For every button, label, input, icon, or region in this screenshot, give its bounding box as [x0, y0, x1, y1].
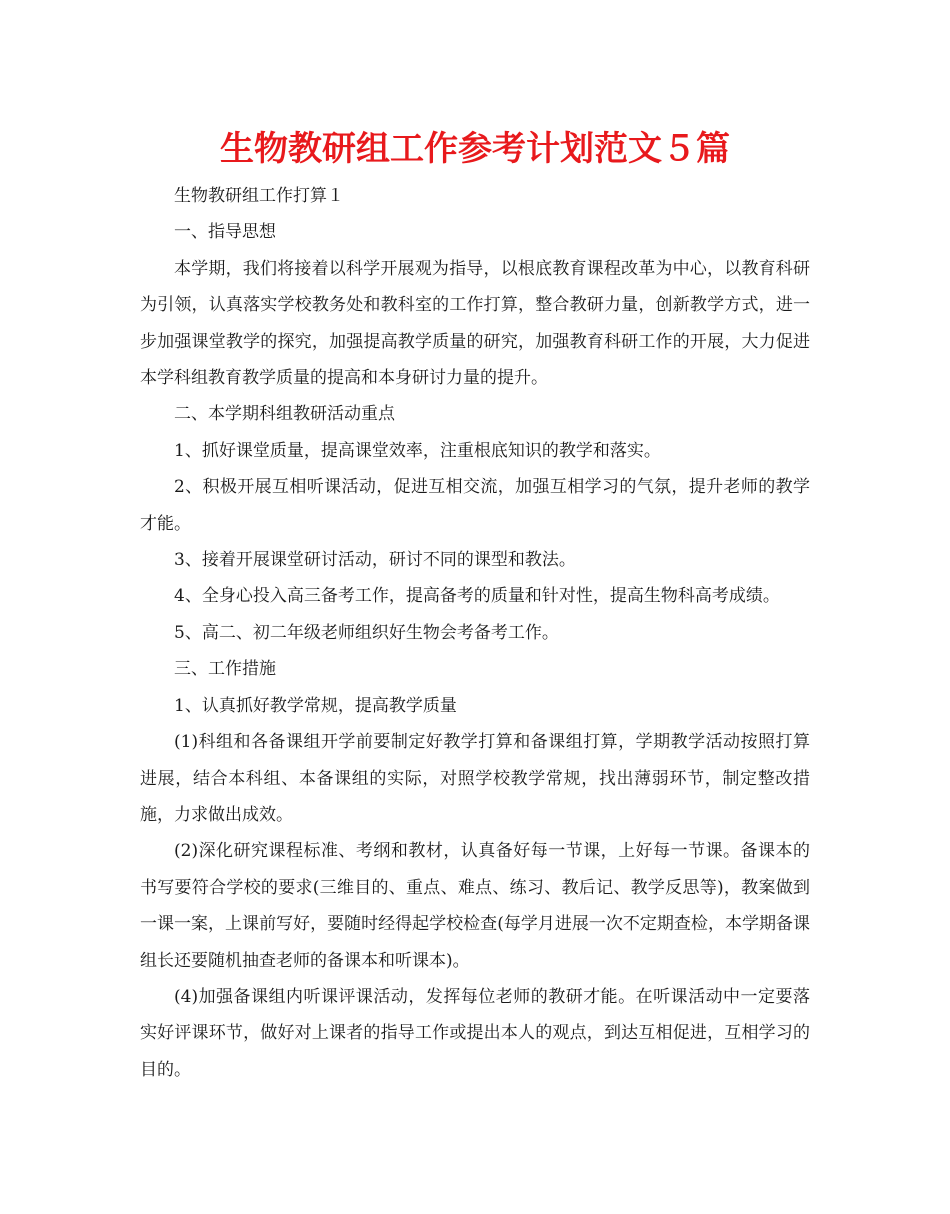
document-title: 生物教研组工作参考计划范文５篇 — [220, 129, 730, 169]
heading-measures: 三、工作措施 — [174, 659, 276, 680]
list-item: 2、积极开展互相听课活动，促进互相交流，加强互相学习的气氛，提升老师的教学才能。 — [140, 477, 810, 534]
heading-guiding-thought: 一、指导思想 — [174, 222, 276, 243]
subheading-teaching-routine: 1、认真抓好教学常规，提高教学质量 — [174, 695, 457, 716]
list-item: (4)加强备课组内听课评课活动，发挥每位老师的教研才能。在听课活动中一定要落实好评课环节，做好对上课者的指导工作或提出本人的观点，到达互相促进，互相学习的目的。 — [140, 986, 810, 1080]
list-item: 5、高二、初二年级老师组织好生物会考备考工作。 — [174, 622, 559, 643]
section-subtitle: 生物教研组工作打算１ — [174, 186, 344, 206]
list-item: 3、接着开展课堂研讨活动，研讨不同的课型和教法。 — [174, 550, 576, 571]
list-item: (2)深化研究课程标准、考纲和教材，认真备好每一节课，上好每一节课。备课本的书写要符合学校的要求(三维目的、重点、难点、练习、教后记、教学反思等)，教案做到一课一案，上课前写好，要随时经得起学校检查(每学月进展一次不定期查检，本学期备课组长还要随机抽查老师的备课本和听课本)。 — [140, 841, 810, 971]
list-item: (1)科组和各备课组开学前要制定好教学打算和备课组打算，学期教学活动按照打算进展，结合本科组、本备课组的实际，对照学校教学常规，找出薄弱环节，制定整改措施，力求做出成效。 — [140, 732, 810, 825]
list-item: 1、抓好课堂质量，提高课堂效率，注重根底知识的教学和落实。 — [174, 440, 661, 461]
list-item: 4、全身心投入高三备考工作，提高备考的质量和针对性，提高生物科高考成绩。 — [174, 586, 780, 607]
paragraph-guiding-thought: 本学期，我们将接着以科学开展观为指导，以根底教育课程改革为中心，以教育科研为引领，认真落实学校教务处和教科室的工作打算，整合教研力量，创新教学方式，进一步加强课堂教学的探究，加强提高教学质量的研究，加强教育科研工作的开展，大力促进本学科组教育教学质量的提高和本身研讨力量的提升。 — [140, 258, 810, 389]
heading-key-activities: 二、本学期科组教研活动重点 — [174, 404, 395, 425]
